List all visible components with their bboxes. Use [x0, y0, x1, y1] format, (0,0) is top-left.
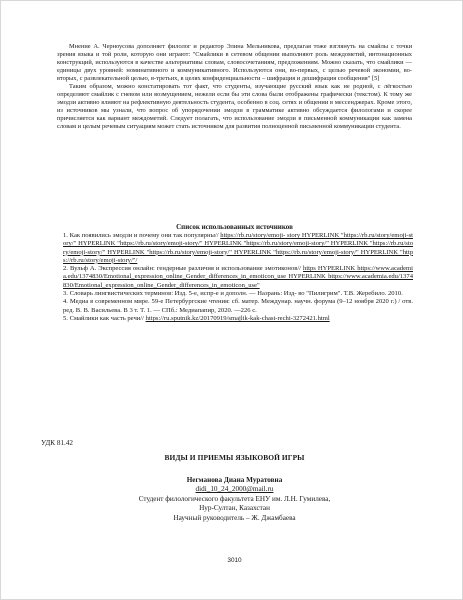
author-city: Нур-Султан, Казахстан [199, 504, 270, 513]
author-name: Негманова Диана Муратовна [186, 476, 283, 484]
reference-number: 2. [63, 265, 68, 273]
references-list [63, 232, 413, 323]
reference-number: 1. [63, 232, 68, 239]
article-title: ВИДЫ И ПРИЕМЫ ЯЗЫКОВОЙ ИГРЫ [164, 453, 305, 462]
author-email-link[interactable]: didi_10_24_2000@mail.ru [195, 485, 274, 494]
reference-text: Смайлики как часть речи// [69, 314, 146, 322]
reference-item [63, 298, 413, 315]
reference-item [63, 315, 413, 323]
reference-item [63, 232, 413, 265]
reference-item [63, 265, 413, 290]
reference-link[interactable]: https HYPERLINK https://www.academia.edu/1374830/Emotional_expression_online_Gender_differences_in_emoticon_use HYPERLINK https://www.academia.edu/1374830/Emotional_expression_online_Gender_differences_in_emoticon_use" [63, 265, 413, 289]
reference-text: Вульф А. Экспрессия онлайн: гендерные различия и использование эмотиконов// [69, 265, 304, 273]
page-number: 3010 [227, 557, 242, 564]
reference-text: Как появились эмодзи и почему они так популярны// [69, 232, 221, 239]
body-text [57, 43, 412, 132]
author-block [57, 476, 412, 523]
paragraph: Таким образом, можно констатировать тот факт, что студенты, изучающие русский язык как не родной, с лёгкостью определяют смайлик с гневом или возмущением, нежели если бы эти слова были отображены графически (текстом). К тому же эмодзи активно влияют на рефлективную деятельность студента, особенно в соц. сетях и общении в мессенджерах. Кроме этого, из источников мы узнали, что вопрос об упорядочении эмодзи в грамматике активно обсуждается филологами и скорее причисляется как вариант междометий. Следует полагать, что использование эмодзи в письменной коммуникации как замена словам и целым речевым ситуациям может стать источником для развития полноценной письменной коммуникации студента. [57, 83, 412, 131]
reference-link[interactable]: https://ru.sputnik.kz/20170919/smajlik-kak-chast-rechi-3272421.html [145, 314, 330, 322]
author-supervisor: Научный руководитель – Ж. Джамбаева [173, 513, 296, 522]
reference-text: Словарь лингвистических терминов: Изд. 5-е, испр-е и дополн. — Назрань: Изд- во "Пилигрим". Т.В. Жеребило. 2010. [69, 290, 403, 298]
udk-code: УДК 81.42 [41, 439, 74, 447]
reference-number: 5. [63, 314, 68, 322]
reference-item [63, 290, 413, 298]
paragraph: Мнение А. Черноусова дополняет филолог и редактор Элина Мельникова, предлагая тоже взглянуть на смайлы с точки зрения языка и той роли, которую они играют: "Смайлики в сетевом общении выполняют роль междометий, интонационных конструкций, используются в качестве альтернативы словам, словосочетаниям, предложениям. Можно сказать, что смайлики — единицы двух уровней: номинативного и коммуникативного. Используются они, во-первых, с целью речевой экономии, во-вторых, с развлекательной целью, в-третьих, в целях конфиденциальности – шифрация и дешифрация сообщения" [5] [57, 43, 412, 83]
reference-link[interactable]: https://rb.ru/story/emoji- story HYPERLINK "https://rb.ru/story/emoji-story/" HYPERLINK "https://rb.ru/story/emoji-story/" HYPERLINK "https://rb.ru/story/emoji-story/" HYPERLINK "https://rb.ru/story/emoji-story/" HYPERLINK "https://rb.ru/story/emoji-story/" HYPERLINK "https://rb.ru/story/emoji-story/" HYPERLINK "https://rb.ru/story/emoji-story/"/ [63, 232, 413, 264]
references-title: Список использованных источников [176, 223, 293, 231]
reference-number: 4. [63, 298, 68, 306]
reference-number: 3. [63, 290, 68, 298]
author-affiliation: Студент филологического факультета ЕНУ им. Л.Н. Гумилева, [138, 494, 331, 503]
reference-text: Медиа в современном мире. 59-е Петербургские чтения: сб. матер. Междунар. научн. форума (9–12 ноября 2020 г.) / отв. ред. В. В. Васильева. В 3 т. Т. 1. — СПб.: Медиапапир, 2020. —226 с. [63, 298, 413, 314]
